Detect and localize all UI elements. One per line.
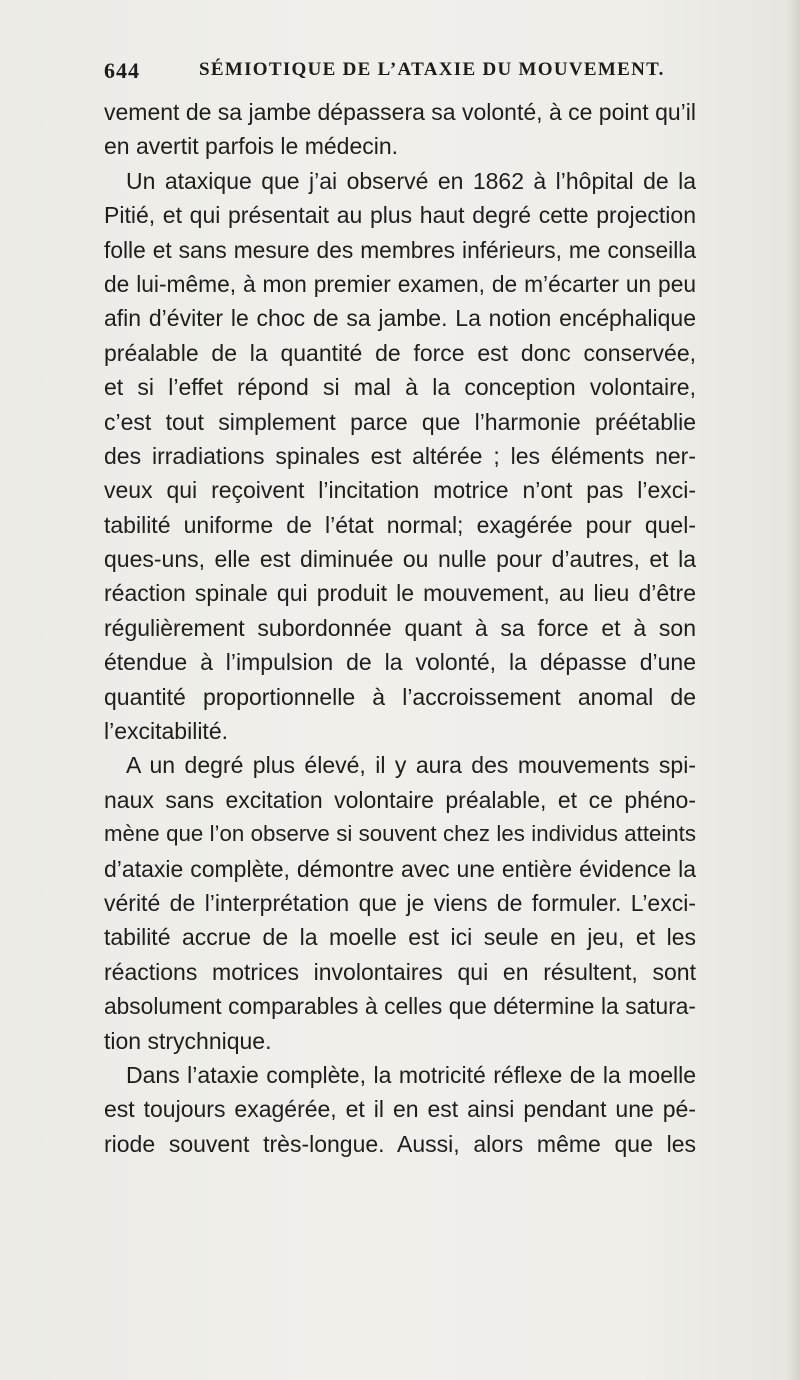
text-line: d’ataxie complète, démontre avec une entière évidence la — [104, 855, 696, 882]
text-line: l’excitabilité. — [104, 718, 228, 745]
text-line: A un degré plus élevé, il y aura des mouvements spi- — [126, 752, 696, 779]
text-line: préalable de la quantité de force est donc conservée, — [104, 339, 696, 366]
text-line: folle et sans mesure des membres inférieurs, me conseilla — [104, 236, 696, 263]
text-line: afin d’éviter le choc de sa jambe. La notion encéphalique — [104, 305, 696, 332]
running-title: SÉMIOTIQUE DE L’ATAXIE DU MOUVEMENT. — [199, 59, 665, 80]
text-line: ques-uns, elle est diminuée ou nulle pour d’autres, et la — [104, 546, 696, 573]
text-line: naux sans excitation volontaire préalable, et ce phéno- — [104, 786, 696, 813]
text-line: vement de sa jambe dépassera sa volonté, à ce point qu’il — [104, 99, 696, 125]
text-line: Pitié, et qui présentait au plus haut degré cette projection — [104, 202, 696, 229]
text-line: quantité proportionnelle à l’accroissement anomal de — [104, 683, 696, 710]
text-line: Un ataxique que j’ai observé en 1862 à l’hôpital de la — [126, 167, 696, 194]
text-line: tion strychnique. — [104, 1027, 272, 1054]
body-text — [104, 95, 696, 1161]
text-line: est toujours exagérée, et il en est ainsi pendant une pé- — [104, 1096, 696, 1123]
text-line: vérité de l’interprétation que je viens de formuler. L’exci- — [104, 889, 696, 916]
text-line: riode souvent très-longue. Aussi, alors même que les — [104, 1130, 696, 1157]
text-line: régulièrement subordonnée quant à sa force et à son — [104, 614, 696, 641]
text-line: en avertit parfois le médecin. — [104, 133, 399, 160]
page-edge-shadow — [786, 0, 800, 1380]
text-line: Dans l’ataxie complète, la motricité réflexe de la moelle — [126, 1061, 696, 1088]
page-number: 644 — [104, 58, 140, 83]
text-line: c’est tout simplement parce que l’harmonie préétablie — [104, 408, 696, 435]
text-line: réactions motrices involontaires qui en résultent, sont — [104, 958, 696, 985]
text-line: réaction spinale qui produit le mouvement, au lieu d’être — [104, 580, 696, 607]
text-line: tabilité uniforme de l’état normal; exagérée pour quel- — [104, 511, 696, 538]
text-line: étendue à l’impulsion de la volonté, la dépasse d’une — [104, 649, 696, 676]
text-line: tabilité accrue de la moelle est ici seule en jeu, et les — [104, 924, 696, 951]
text-line: mène que l’on observe si souvent chez les individus atteints — [104, 821, 696, 847]
text-line: absolument comparables à celles que détermine la satura- — [104, 993, 696, 1020]
page-header — [104, 58, 704, 88]
text-line: de lui-même, à mon premier examen, de m’écarter un peu — [104, 270, 696, 297]
text-line: des irradiations spinales est altérée ; les éléments ner- — [104, 442, 696, 469]
text-line: veux qui reçoivent l’incitation motrice n’ont pas l’exci- — [104, 477, 696, 504]
text-line: et si l’effet répond si mal à la conception volontaire, — [104, 374, 696, 401]
